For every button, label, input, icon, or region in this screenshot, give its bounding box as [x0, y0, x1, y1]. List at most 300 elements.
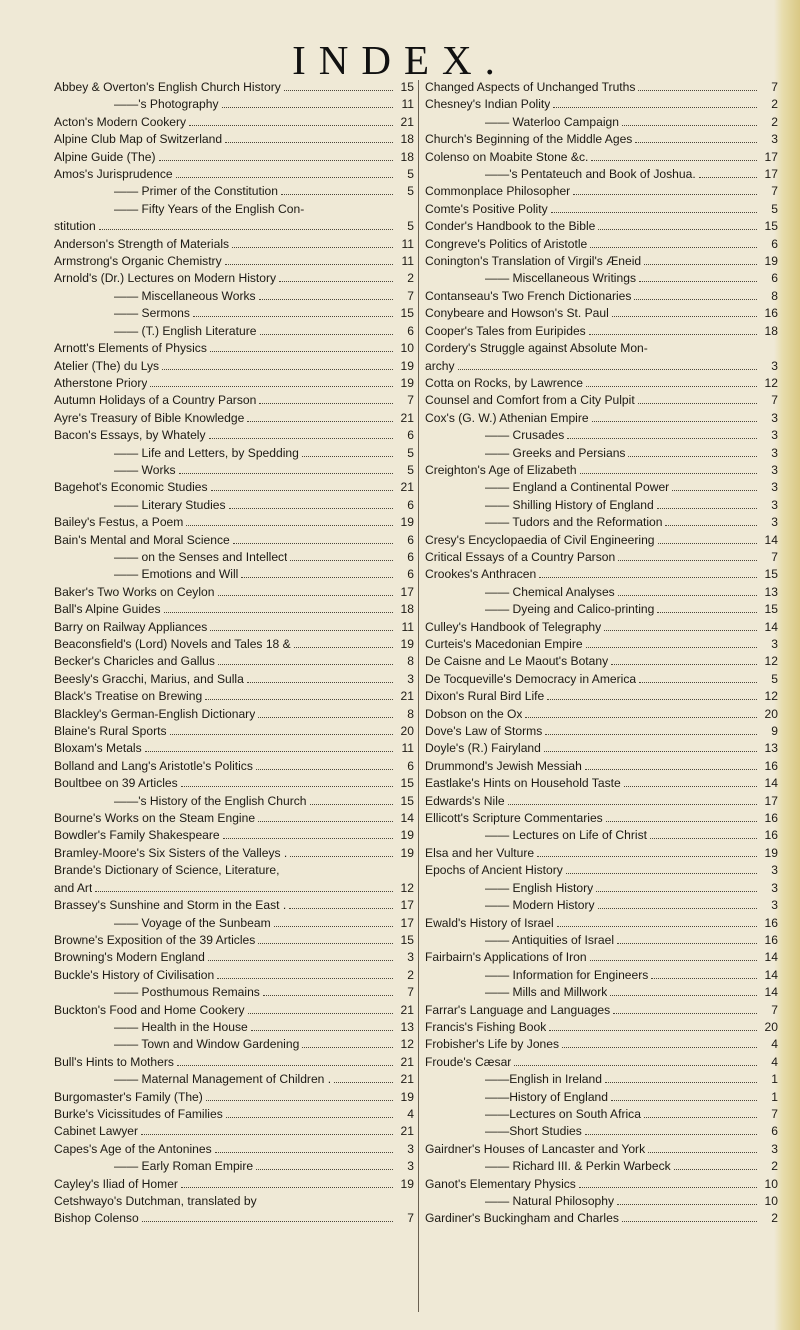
index-entry — [54, 862, 414, 879]
leader-dots — [617, 934, 757, 944]
entry-page-number: 17 — [764, 149, 778, 164]
entry-page-number: 5 — [771, 671, 778, 686]
entry-text: Edwards's Nile — [425, 793, 505, 808]
index-entry — [54, 549, 414, 566]
index-entry — [425, 1210, 778, 1227]
entry-page-number: 11 — [401, 619, 414, 634]
leader-dots — [591, 151, 757, 161]
entry-page-number: 2 — [407, 967, 414, 982]
leader-dots — [547, 690, 757, 700]
entry-page-number: 12 — [764, 654, 778, 669]
leader-dots — [302, 1038, 393, 1048]
entry-page-number: 18 — [400, 149, 414, 164]
entry-text: Cayley's Iliad of Homer — [54, 1176, 178, 1191]
index-entry — [54, 1089, 414, 1106]
entry-text: ——'s Photography — [114, 97, 219, 112]
entry-text: Bramley-Moore's Six Sisters of the Valleys . — [54, 845, 288, 860]
index-entry — [425, 79, 778, 96]
index-entry — [54, 375, 414, 392]
index-entry — [54, 183, 414, 200]
index-entry — [54, 1019, 414, 1036]
entry-page-number: 19 — [400, 515, 414, 530]
leader-dots — [150, 377, 393, 387]
leader-dots — [606, 812, 757, 822]
index-entry — [425, 532, 778, 549]
index-entry — [54, 1158, 414, 1175]
leader-dots — [596, 882, 757, 892]
entry-text: Buckle's History of Civilisation — [54, 967, 215, 982]
entry-text: Amos's Jurisprudence — [54, 167, 173, 182]
entry-text: Atelier (The) du Lys — [54, 358, 160, 373]
index-entry — [54, 358, 414, 375]
leader-dots — [177, 1056, 393, 1066]
index-entry — [425, 740, 778, 757]
index-entry — [54, 131, 414, 148]
entry-page-number: 14 — [764, 776, 778, 791]
index-entry — [54, 1123, 414, 1140]
entry-text: Ayre's Treasury of Bible Knowledge — [54, 410, 245, 425]
entry-page-number: 20 — [764, 1019, 778, 1034]
index-entry — [54, 810, 414, 827]
index-entry — [54, 270, 414, 287]
entry-text: Colenso on Moabite Stone &c. — [425, 149, 589, 164]
entry-page-number: 19 — [400, 375, 414, 390]
entry-page-number: 15 — [764, 602, 778, 617]
entry-page-number: 7 — [407, 1211, 414, 1226]
index-entry — [54, 149, 414, 166]
entry-page-number: 3 — [771, 880, 778, 895]
index-entry — [425, 1071, 778, 1088]
entry-page-number: 19 — [400, 828, 414, 843]
leader-dots — [247, 412, 393, 422]
entry-page-number: 12 — [764, 689, 778, 704]
leader-dots — [562, 1038, 757, 1048]
leader-dots — [256, 1160, 393, 1170]
leader-dots — [648, 1143, 757, 1153]
entry-page-number: 10 — [764, 1194, 778, 1208]
leader-dots — [284, 81, 393, 91]
entry-text: Blackley's German-English Dictionary — [54, 706, 256, 721]
leader-dots — [302, 447, 393, 457]
entry-text: Crookes's Anthracen — [425, 567, 537, 582]
index-entry — [54, 688, 414, 705]
index-entry — [54, 79, 414, 96]
index-entry — [425, 566, 778, 583]
leader-dots — [458, 360, 757, 370]
index-entry — [425, 653, 778, 670]
entry-text: —— Voyage of the Sunbeam — [114, 915, 271, 930]
entry-page-number: 15 — [764, 567, 778, 582]
leader-dots — [644, 255, 757, 265]
entry-page-number: 3 — [407, 1141, 414, 1156]
index-entry — [54, 793, 414, 810]
index-entry — [54, 1071, 414, 1088]
leader-dots — [639, 673, 757, 683]
entry-text: Armstrong's Organic Chemistry — [54, 254, 222, 269]
entry-text: ——'s History of the English Church — [114, 793, 307, 808]
entry-text: Ewald's History of Israel — [425, 915, 554, 930]
index-entry — [54, 497, 414, 514]
entry-text: —— Posthumous Remains — [114, 985, 260, 1000]
leader-dots — [674, 1160, 757, 1170]
entry-text: Counsel and Comfort from a City Pulpit — [425, 393, 635, 408]
entry-page-number: 3 — [771, 132, 778, 147]
leader-dots — [260, 325, 394, 335]
index-entry — [54, 305, 414, 322]
leader-dots — [263, 986, 393, 996]
leader-dots — [611, 655, 757, 665]
entry-page-number: 6 — [407, 323, 414, 338]
entry-page-number: 15 — [400, 776, 414, 791]
entry-page-number: 3 — [771, 863, 778, 878]
entry-page-number: 12 — [400, 880, 414, 895]
entry-page-number: 11 — [401, 236, 414, 251]
entry-text: Commonplace Philosopher — [425, 184, 571, 199]
leader-dots — [549, 1021, 757, 1031]
index-entry — [425, 462, 778, 479]
entry-text: Bacon's Essays, by Whately — [54, 428, 206, 443]
entry-page-number: 14 — [764, 985, 778, 1000]
leader-dots — [294, 638, 393, 648]
leader-dots — [551, 203, 757, 213]
entry-page-number: 12 — [400, 1037, 414, 1052]
leader-dots — [179, 464, 393, 474]
entry-page-number: 21 — [400, 1002, 414, 1017]
entry-page-number: 18 — [400, 602, 414, 617]
entry-text: —— Works — [114, 462, 176, 477]
entry-page-number: 2 — [771, 114, 778, 129]
entry-text: Burgomaster's Family (The) — [54, 1089, 203, 1104]
leader-dots — [259, 394, 393, 404]
entry-text: Blaine's Rural Sports — [54, 724, 167, 739]
entry-text: Cresy's Encyclopaedia of Civil Engineering — [425, 532, 655, 547]
leader-dots — [145, 742, 393, 752]
entry-text: Conder's Handbook to the Bible — [425, 219, 596, 234]
leader-dots — [610, 986, 757, 996]
entry-text: Ellicott's Scripture Commentaries — [425, 811, 603, 826]
index-entry — [425, 1193, 778, 1210]
index-entry — [54, 1210, 414, 1227]
entry-text: —— on the Senses and Intellect — [114, 549, 288, 564]
index-entry — [54, 218, 414, 235]
entry-text: —— Miscellaneous Works — [114, 288, 256, 303]
entry-page-number: 10 — [400, 341, 414, 356]
entry-page-number: 17 — [400, 898, 414, 913]
leader-dots — [210, 342, 393, 352]
entry-text: Black's Treatise on Brewing — [54, 689, 203, 704]
leader-dots — [514, 1056, 757, 1066]
entry-page-number: 16 — [764, 828, 778, 843]
entry-text: —— Fifty Years of the English Con- — [114, 201, 305, 216]
index-entry — [54, 532, 414, 549]
index-entry — [54, 967, 414, 984]
index-entry — [425, 1054, 778, 1071]
leader-dots — [586, 638, 757, 648]
leader-dots — [229, 499, 393, 509]
entry-page-number: 19 — [400, 1089, 414, 1104]
entry-page-number: 2 — [771, 1159, 778, 1174]
entry-text: —— English History — [485, 880, 594, 895]
entry-text: Baker's Two Works on Ceylon — [54, 584, 215, 599]
entry-text: Barry on Railway Appliances — [54, 619, 208, 634]
entry-page-number: 4 — [771, 1037, 778, 1052]
leader-dots — [181, 777, 393, 787]
entry-text: Doyle's (R.) Fairyland — [425, 741, 541, 756]
leader-dots — [258, 708, 393, 718]
entry-page-number: 17 — [764, 167, 778, 182]
leader-dots — [525, 708, 757, 718]
index-entry — [54, 1106, 414, 1123]
leader-dots — [193, 307, 393, 317]
entry-page-number: 16 — [764, 932, 778, 947]
index-entry — [425, 1141, 778, 1158]
entry-text: Arnold's (Dr.) Lectures on Modern History — [54, 271, 277, 286]
leader-dots — [613, 1004, 757, 1014]
index-entry — [54, 897, 414, 914]
entry-text: Creighton's Age of Elizabeth — [425, 462, 577, 477]
entry-text: Culley's Handbook of Telegraphy — [425, 619, 602, 634]
leader-dots — [665, 516, 757, 526]
leader-dots — [585, 1125, 757, 1135]
leader-dots — [545, 725, 757, 735]
leader-dots — [233, 534, 393, 544]
entry-text: Epochs of Ancient History — [425, 863, 563, 878]
index-entry — [425, 445, 778, 462]
index-entry — [54, 915, 414, 932]
entry-text: Bailey's Festus, a Poem — [54, 515, 184, 530]
entry-text: Atherstone Priory — [54, 375, 148, 390]
entry-page-number: 19 — [400, 845, 414, 860]
index-entry — [54, 410, 414, 427]
entry-text: stitution — [54, 219, 96, 234]
index-entry — [425, 1106, 778, 1123]
leader-dots — [650, 829, 757, 839]
entry-page-number: 3 — [771, 358, 778, 373]
index-entry — [54, 566, 414, 583]
entry-text: Brande's Dictionary of Science, Literature, — [54, 863, 280, 878]
entry-page-number: 14 — [764, 967, 778, 982]
leader-dots — [222, 98, 394, 108]
index-entry — [54, 1193, 414, 1210]
entry-text: Beesly's Gracchi, Marius, and Sulla — [54, 671, 244, 686]
leader-dots — [638, 81, 757, 91]
entry-page-number: 5 — [407, 462, 414, 477]
entry-page-number: 3 — [771, 1141, 778, 1156]
leader-dots — [164, 603, 393, 613]
index-entry — [425, 549, 778, 566]
leader-dots — [638, 394, 757, 404]
entry-page-number: 7 — [771, 393, 778, 408]
entry-page-number: 7 — [771, 184, 778, 199]
entry-page-number: 21 — [400, 1054, 414, 1069]
leader-dots — [508, 795, 757, 805]
entry-page-number: 11 — [401, 741, 414, 756]
entry-page-number: 16 — [764, 306, 778, 321]
entry-page-number: 3 — [771, 445, 778, 460]
entry-text: —— Information for Engineers — [485, 967, 649, 982]
leader-dots — [589, 325, 757, 335]
index-entry — [425, 758, 778, 775]
entry-page-number: 6 — [407, 567, 414, 582]
leader-dots — [218, 586, 394, 596]
leader-dots — [290, 551, 393, 561]
entry-page-number: 3 — [771, 637, 778, 651]
entry-text: Anderson's Strength of Materials — [54, 236, 230, 251]
entry-text: Bagehot's Economic Studies — [54, 480, 208, 495]
entry-page-number: 7 — [771, 1106, 778, 1121]
index-entry — [54, 445, 414, 462]
entry-text: Boultbee on 39 Articles — [54, 776, 178, 791]
index-entry — [425, 1002, 778, 1019]
leader-dots — [634, 290, 757, 300]
entry-text: Beaconsfield's (Lord) Novels and Tales 18 & — [54, 637, 291, 651]
index-entry — [425, 358, 778, 375]
leader-dots — [206, 1091, 393, 1101]
index-entry — [425, 810, 778, 827]
entry-page-number: 21 — [400, 480, 414, 495]
entry-page-number: 6 — [407, 428, 414, 443]
leader-dots — [553, 98, 757, 108]
index-entry — [425, 323, 778, 340]
entry-text: Brassey's Sunshine and Storm in the East . — [54, 898, 287, 913]
leader-dots — [223, 829, 393, 839]
index-entry — [425, 392, 778, 409]
entry-page-number: 5 — [407, 445, 414, 460]
leader-dots — [539, 568, 757, 578]
entry-page-number: 9 — [771, 724, 778, 739]
leader-dots — [612, 307, 757, 317]
entry-text: —— Early Roman Empire — [114, 1159, 254, 1174]
entry-text: —— Tudors and the Reformation — [485, 515, 663, 530]
entry-text: —— England a Continental Power — [485, 480, 670, 495]
leader-dots — [573, 185, 757, 195]
entry-page-number: 21 — [400, 410, 414, 425]
index-entry — [425, 915, 778, 932]
entry-text: Bloxam's Metals — [54, 741, 142, 756]
index-entry — [425, 166, 778, 183]
index-entry — [425, 201, 778, 218]
leader-dots — [225, 133, 393, 143]
index-entry — [425, 131, 778, 148]
entry-page-number: 2 — [771, 1211, 778, 1226]
entry-page-number: 6 — [771, 236, 778, 251]
leader-dots — [258, 812, 393, 822]
entry-page-number: 14 — [764, 950, 778, 965]
index-entry — [54, 1036, 414, 1053]
entry-page-number: 5 — [407, 184, 414, 199]
leader-dots — [611, 1091, 757, 1101]
entry-text: Church's Beginning of the Middle Ages — [425, 132, 633, 147]
entry-text: —— Dyeing and Calico-printing — [485, 602, 655, 617]
entry-page-number: 18 — [764, 323, 778, 338]
leader-dots — [557, 917, 757, 927]
entry-text: Bain's Mental and Moral Science — [54, 532, 230, 547]
entry-text: —— Maternal Management of Children . — [114, 1072, 332, 1087]
leader-dots — [639, 272, 757, 282]
entry-text: Dobson on the Ox — [425, 706, 523, 721]
leader-dots — [651, 969, 757, 979]
leader-dots — [579, 1178, 757, 1188]
index-entry — [54, 984, 414, 1001]
leader-dots — [258, 934, 393, 944]
entry-text: —— Modern History — [485, 898, 595, 913]
entry-text: and Art — [54, 880, 93, 895]
leader-dots — [617, 1195, 757, 1205]
leader-dots — [141, 1125, 393, 1135]
index-entry — [425, 479, 778, 496]
entry-page-number: 3 — [771, 462, 778, 477]
entry-page-number: 11 — [401, 97, 414, 112]
entry-page-number: 7 — [771, 80, 778, 94]
entry-text: Farrar's Language and Languages — [425, 1002, 611, 1017]
entry-page-number: 3 — [407, 1159, 414, 1174]
entry-page-number: 17 — [400, 584, 414, 599]
index-entry — [425, 1176, 778, 1193]
leader-dots — [225, 255, 393, 265]
index-entry — [54, 340, 414, 357]
index-entry — [425, 862, 778, 879]
entry-text: —— Greeks and Persians — [485, 445, 626, 460]
entry-page-number: 18 — [400, 132, 414, 147]
index-entry — [425, 1123, 778, 1140]
entry-text: Buckton's Food and Home Cookery — [54, 1002, 245, 1017]
leader-dots — [159, 151, 393, 161]
entry-page-number: 8 — [407, 706, 414, 721]
entry-page-number: 15 — [400, 793, 414, 808]
entry-text: archy — [425, 358, 455, 373]
leader-dots — [635, 133, 757, 143]
leader-dots — [580, 464, 757, 474]
index-entry — [425, 932, 778, 949]
entry-page-number: 12 — [764, 375, 778, 390]
index-entry — [54, 740, 414, 757]
index-entry — [425, 514, 778, 531]
entry-page-number: 21 — [400, 1124, 414, 1139]
left-column — [54, 79, 414, 1228]
index-entry — [425, 218, 778, 235]
entry-text: —— Richard III. & Perkin Warbeck — [485, 1159, 671, 1174]
entry-text: Ganot's Elementary Physics — [425, 1176, 576, 1191]
leader-dots — [658, 534, 757, 544]
leader-dots — [281, 185, 393, 195]
leader-dots — [226, 1108, 393, 1118]
leader-dots — [248, 1004, 393, 1014]
leader-dots — [247, 673, 393, 683]
entry-page-number: 3 — [771, 428, 778, 443]
leader-dots — [170, 725, 393, 735]
entry-page-number: 15 — [400, 306, 414, 321]
entry-text: —— Natural Philosophy — [485, 1194, 615, 1208]
entry-page-number: 2 — [771, 97, 778, 112]
entry-text: —— Primer of the Constitution — [114, 184, 278, 199]
leader-dots — [205, 690, 393, 700]
index-entry — [425, 1036, 778, 1053]
index-entry — [54, 636, 414, 653]
entry-text: —— Life and Letters, by Spedding — [114, 445, 299, 460]
leader-dots — [186, 516, 393, 526]
entry-text: De Tocqueville's Democracy in America — [425, 671, 637, 686]
entry-text: —— Town and Window Gardening — [114, 1037, 300, 1052]
leader-dots — [99, 220, 393, 230]
entry-page-number: 3 — [771, 410, 778, 425]
entry-text: ——Short Studies — [485, 1124, 582, 1139]
leader-dots — [622, 116, 757, 126]
entry-page-number: 7 — [407, 985, 414, 1000]
entry-page-number: 19 — [400, 637, 414, 651]
index-entry — [54, 514, 414, 531]
entry-page-number: 21 — [400, 689, 414, 704]
entry-page-number: 17 — [400, 915, 414, 930]
